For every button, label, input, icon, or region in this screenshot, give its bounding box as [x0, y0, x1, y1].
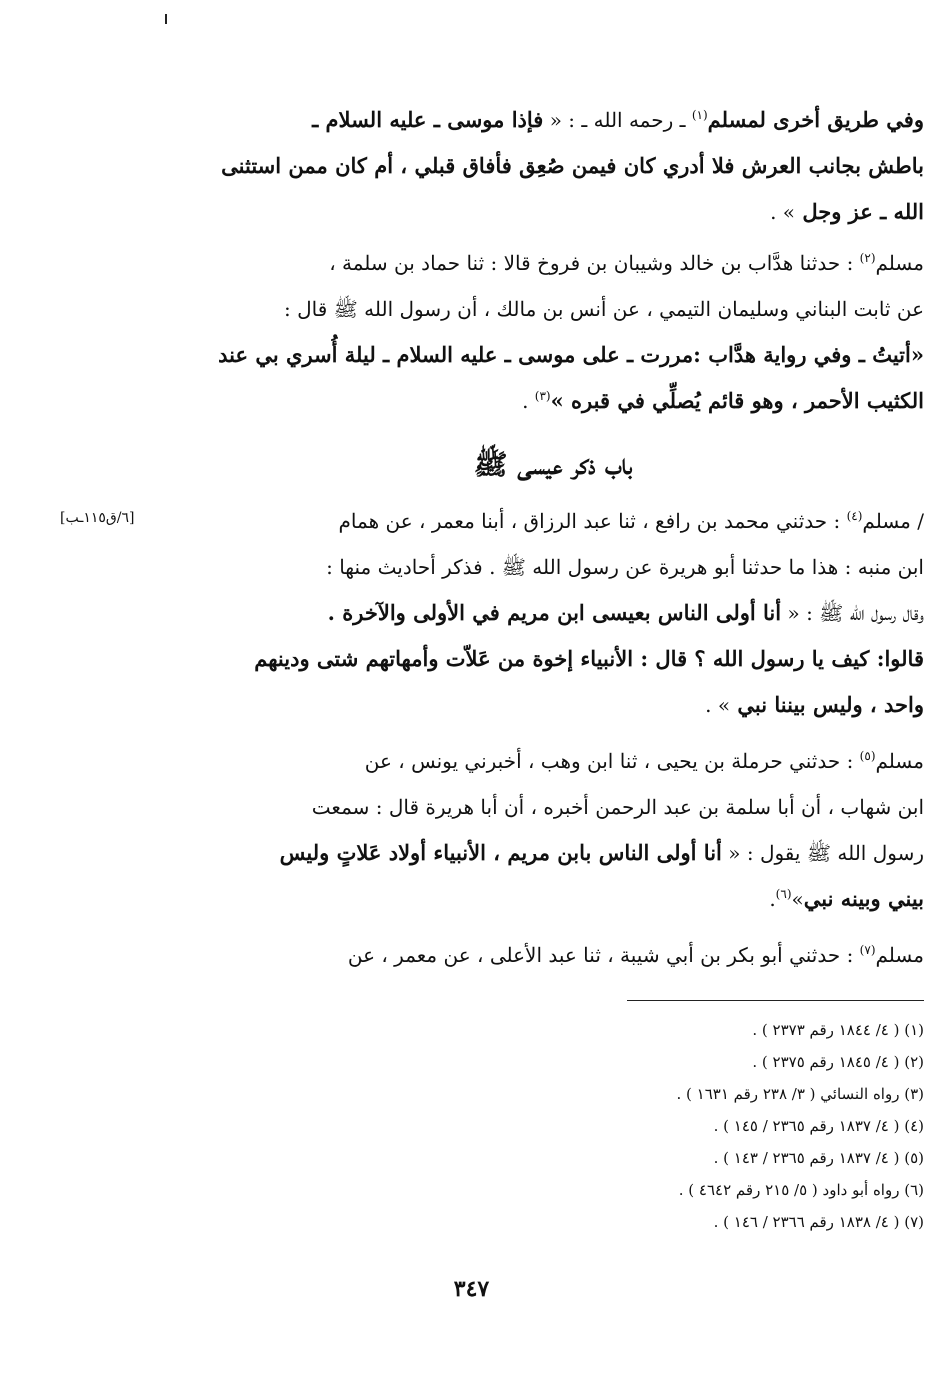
text-segment: ـ رحمه الله ـ : «	[543, 108, 692, 132]
text-line	[182, 97, 924, 143]
text-line	[182, 590, 924, 636]
text-segment: الكثيب الأحمر ، وهو قائم يُصلِّي في قبره »	[550, 388, 924, 413]
text-segment: .	[522, 389, 535, 413]
footnote-marker: (٥)	[859, 749, 876, 763]
footnote-3: (٣) رواه النسائي ( ٣/ ٢٣٨ رقم ١٦٣١ ) .	[676, 1085, 924, 1103]
text-segment: بيني وبينه نبي	[803, 886, 924, 911]
text-segment: مسلم	[875, 251, 924, 275]
text-segment: وفي طريق أخرى لمسلم	[707, 107, 924, 132]
paragraph-muslim-other-route	[182, 97, 924, 235]
text-segment: : حدثنا هدَّاب بن خالد وشيبان بن فروخ قالا : ثنا حماد بن سلمة ،	[329, 251, 860, 275]
text-segment: فإذا موسى ـ عليه السلام ـ	[312, 107, 544, 132]
text-line	[182, 738, 924, 784]
footnote-separator	[627, 1000, 924, 1001]
footnote-marker: (٧)	[859, 943, 876, 957]
text-segment: ابن منبه : هذا ما حدثنا أبو هريرة عن رسول الله ﷺ . فذكر أحاديث منها :	[326, 555, 924, 579]
text-segment: ابن شهاب ، أن أبا سلمة بن عبد الرحمن أخبره ، أن أبا هريرة قال : سمعت	[311, 795, 924, 819]
text-segment: أنا أولى الناس بعيسى ابن مريم في الأولى والآخرة .	[327, 600, 782, 625]
footnotes	[450, 1014, 924, 1238]
text-segment: واحد ، وليس بيننا نبي	[730, 692, 924, 717]
text-segment: / مسلم	[862, 509, 924, 533]
footnote-6: (٦) رواه أبو داود ( ٥/ ٢١٥ رقم ٤٦٤٢ ) .	[678, 1181, 924, 1199]
paragraph-muslim-abu-bakr	[182, 932, 924, 978]
manuscript-folio-note: [٦/ق١١٥ـب]	[60, 510, 135, 526]
text-segment: وقال رسول الله ﷺ : «	[781, 601, 924, 625]
footnote-marker: (٢)	[859, 251, 876, 265]
text-segment: »	[791, 887, 804, 911]
text-segment: مسلم	[875, 943, 924, 967]
text-line	[182, 332, 924, 378]
paragraph-muslim-haddab	[182, 240, 924, 424]
text-segment: مسلم	[875, 749, 924, 773]
paragraph-muslim-harmala	[182, 738, 924, 922]
text-segment: » .	[770, 200, 796, 224]
footnote-marker: (٦)	[775, 887, 792, 901]
margin-tick-mark	[165, 14, 167, 24]
footnote-5: (٥) ( ٤/ ١٨٣٧ رقم ٢٣٦٥ / ١٤٣ ) .	[713, 1149, 924, 1167]
text-line	[182, 498, 924, 544]
footnote-7: (٧) ( ٤/ ١٨٣٨ رقم ٢٣٦٦ / ١٤٦ ) .	[713, 1213, 924, 1231]
text-line	[182, 682, 924, 728]
footnote-4: (٤) ( ٤/ ١٨٣٧ رقم ٢٣٦٥ / ١٤٥ ) .	[713, 1117, 924, 1135]
paragraph-muslim-rafi	[182, 498, 924, 728]
text-line	[182, 286, 924, 332]
text-segment: «أتيتُ ـ وفي رواية هدَّاب :مررت ـ على موسى ـ عليه السلام ـ ليلة أُسري بي عند	[218, 342, 924, 367]
text-segment: قالوا: كيف يا رسول الله ؟ قال : الأنبياء إخوة من عَلاّت وأمهاتهم شتى ودينهم	[254, 646, 924, 671]
text-segment: رسول الله ﷺ يقول : «	[721, 841, 924, 865]
text-segment: الله ـ عز وجل	[795, 199, 924, 224]
text-segment: .	[769, 887, 776, 911]
text-segment: عن ثابت البناني وسليمان التيمي ، عن أنس بن مالك ، أن رسول الله ﷺ قال :	[284, 297, 924, 321]
footnote-2: (٢) ( ٤/ ١٨٤٥ رقم ٢٣٧٥ ) .	[752, 1053, 924, 1071]
text-segment: » .	[705, 693, 731, 717]
text-line	[182, 932, 924, 978]
text-segment: : حدثني حرملة بن يحيى ، ثنا ابن وهب ، أخبرني يونس ، عن	[364, 749, 860, 773]
text-line	[182, 240, 924, 286]
text-line	[182, 876, 924, 922]
text-segment: باطش بجانب العرش فلا أدري كان فيمن صُعِق فأفاق قبلي ، أم كان ممن استثنى	[221, 153, 924, 178]
text-line	[182, 189, 924, 235]
footnote-marker: (٣)	[534, 389, 551, 403]
chapter-heading: باب ذكر عيسى ﷺ	[473, 448, 633, 481]
footnote-1: (١) ( ٤/ ١٨٤٤ رقم ٢٣٧٣ ) .	[752, 1021, 924, 1039]
text-line	[182, 378, 924, 424]
text-segment: : حدثني محمد بن رافع ، ثنا عبد الرزاق ، أبنا معمر ، عن همام	[338, 509, 847, 533]
footnote-marker: (٤)	[846, 509, 863, 523]
text-line	[182, 784, 924, 830]
text-segment: أنا أولى الناس بابن مريم ، الأنبياء أولاد عَلاتٍ وليس	[279, 840, 722, 865]
text-line	[182, 830, 924, 876]
text-segment: : حدثني أبو بكر بن أبي شيبة ، ثنا عبد الأعلى ، عن معمر ، عن	[347, 943, 860, 967]
text-line	[182, 143, 924, 189]
text-line	[182, 636, 924, 682]
text-line	[182, 544, 924, 590]
page-number: ٣٤٧	[453, 1276, 490, 1302]
footnote-marker: (١)	[691, 108, 708, 122]
